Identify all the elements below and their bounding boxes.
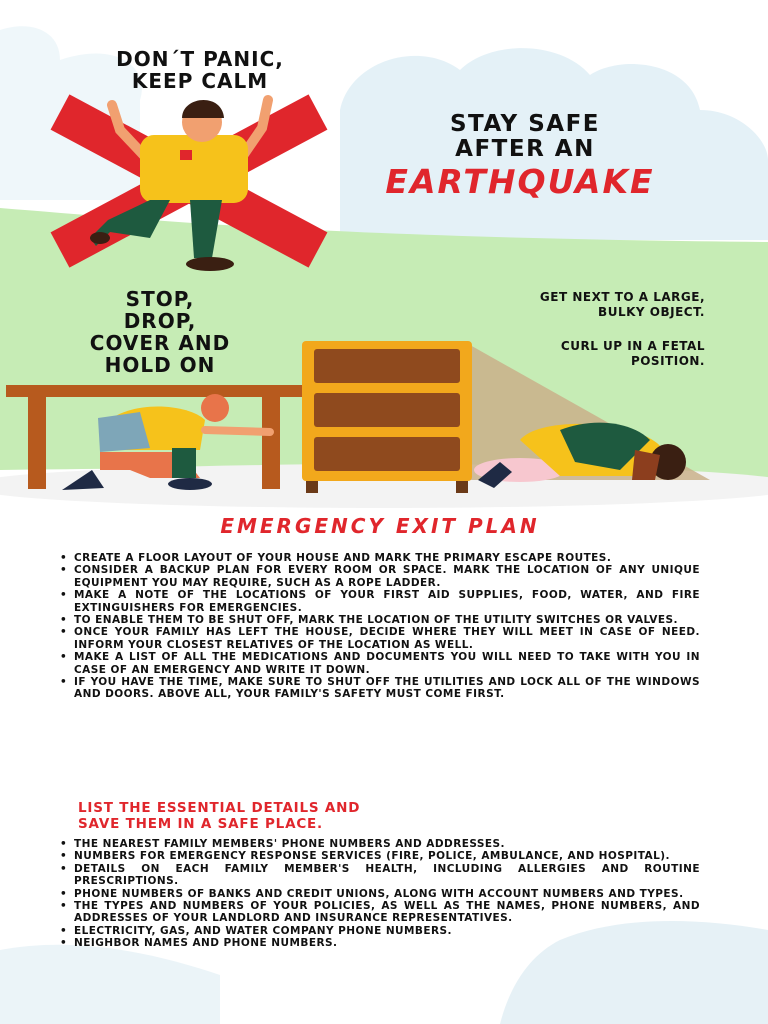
exit-plan-list <box>60 552 700 701</box>
page-title <box>385 112 665 163</box>
list-item: • PHONE NUMBERS OF BANKS AND CREDIT UNIONS, ALONG WITH ACCOUNT NUMBERS AND TYPES. <box>60 888 700 900</box>
stop-line: HOLD ON <box>104 353 216 377</box>
tip-fetal-position: CURL UP IN A FETAL POSITION. <box>560 339 705 368</box>
title-highlight: EARTHQUAKE <box>385 162 655 201</box>
exit-plan-title: EMERGENCY EXIT PLAN <box>220 514 540 538</box>
tip-bulky-object: GET NEXT TO A LARGE, BULKY OBJECT. <box>539 290 705 319</box>
stop-line: DROP, <box>123 309 197 333</box>
list-item: • DETAILS ON EACH FAMILY MEMBER'S HEALTH, INCLUDING ALLERGIES AND ROUTINE PRESCRIPTIONS. <box>60 863 700 888</box>
list-item: • NUMBERS FOR EMERGENCY RESPONSE SERVICES (FIRE, POLICE, AMBULANCE, AND HOSPITAL). <box>60 850 700 862</box>
list-item: • MAKE A NOTE OF THE LOCATIONS OF YOUR FIRST AID SUPPLIES, FOOD, WATER, AND FIRE EXTINGUISHERS FOR EMERGENCIES. <box>60 589 700 614</box>
list-item: • TO ENABLE THEM TO BE SHUT OFF, MARK THE LOCATION OF THE UTILITY SWITCHES OR VALVES. <box>60 614 700 626</box>
stop-line: STOP, <box>125 287 195 311</box>
details-title-line-2: SAVE THEM IN A SAFE PLACE. <box>78 815 323 832</box>
list-item: • ELECTRICITY, GAS, AND WATER COMPANY PHONE NUMBERS. <box>60 925 700 937</box>
details-title-line-1: LIST THE ESSENTIAL DETAILS AND <box>78 800 361 816</box>
list-item: • THE NEAREST FAMILY MEMBERS' PHONE NUMBERS AND ADDRESSES. <box>60 838 700 850</box>
details-title <box>78 801 528 832</box>
details-list <box>60 838 700 950</box>
panic-line-2: KEEP CALM <box>131 69 269 93</box>
panic-line-1: DON´T PANIC, <box>116 47 284 71</box>
list-item: • IF YOU HAVE THE TIME, MAKE SURE TO SHUT OFF THE UTILITIES AND LOCK ALL OF THE WINDOWS AND DOORS. ABOVE ALL, YOUR FAMILY'S SAFETY MUST COME FIRST. <box>60 676 700 701</box>
list-item: • CONSIDER A BACKUP PLAN FOR EVERY ROOM OR SPACE. MARK THE LOCATION OF ANY UNIQUE EQUIPMENT YOU MAY REQUIRE, SUCH AS A ROPE LADDER. <box>60 564 700 589</box>
title-line-2: AFTER AN <box>455 136 595 163</box>
stop-drop-headline <box>45 288 275 376</box>
list-item: • MAKE A LIST OF ALL THE MEDICATIONS AND DOCUMENTS YOU WILL NEED TO TAKE WITH YOU IN CASE OF AN EMERGENCY AND WRITE IT DOWN. <box>60 651 700 676</box>
list-item: • ONCE YOUR FAMILY HAS LEFT THE HOUSE, DECIDE WHERE THEY WILL MEET IN CASE OF NEED. INFORM YOUR CLOSEST RELATIVES OF THE LOCATION AS WELL. <box>60 626 700 651</box>
list-item: • CREATE A FLOOR LAYOUT OF YOUR HOUSE AND MARK THE PRIMARY ESCAPE ROUTES. <box>60 552 700 564</box>
panic-headline <box>70 48 330 92</box>
stop-line: COVER AND <box>89 331 231 355</box>
title-line-1: STAY SAFE <box>449 111 601 137</box>
list-item: • NEIGHBOR NAMES AND PHONE NUMBERS. <box>60 937 700 949</box>
list-item: • THE TYPES AND NUMBERS OF YOUR POLICIES, AS WELL AS THE NAMES, PHONE NUMBERS, AND ADDRESSES OF YOUR LANDLORD AND INSURANCE REPRESENTATIVES. <box>60 900 700 925</box>
